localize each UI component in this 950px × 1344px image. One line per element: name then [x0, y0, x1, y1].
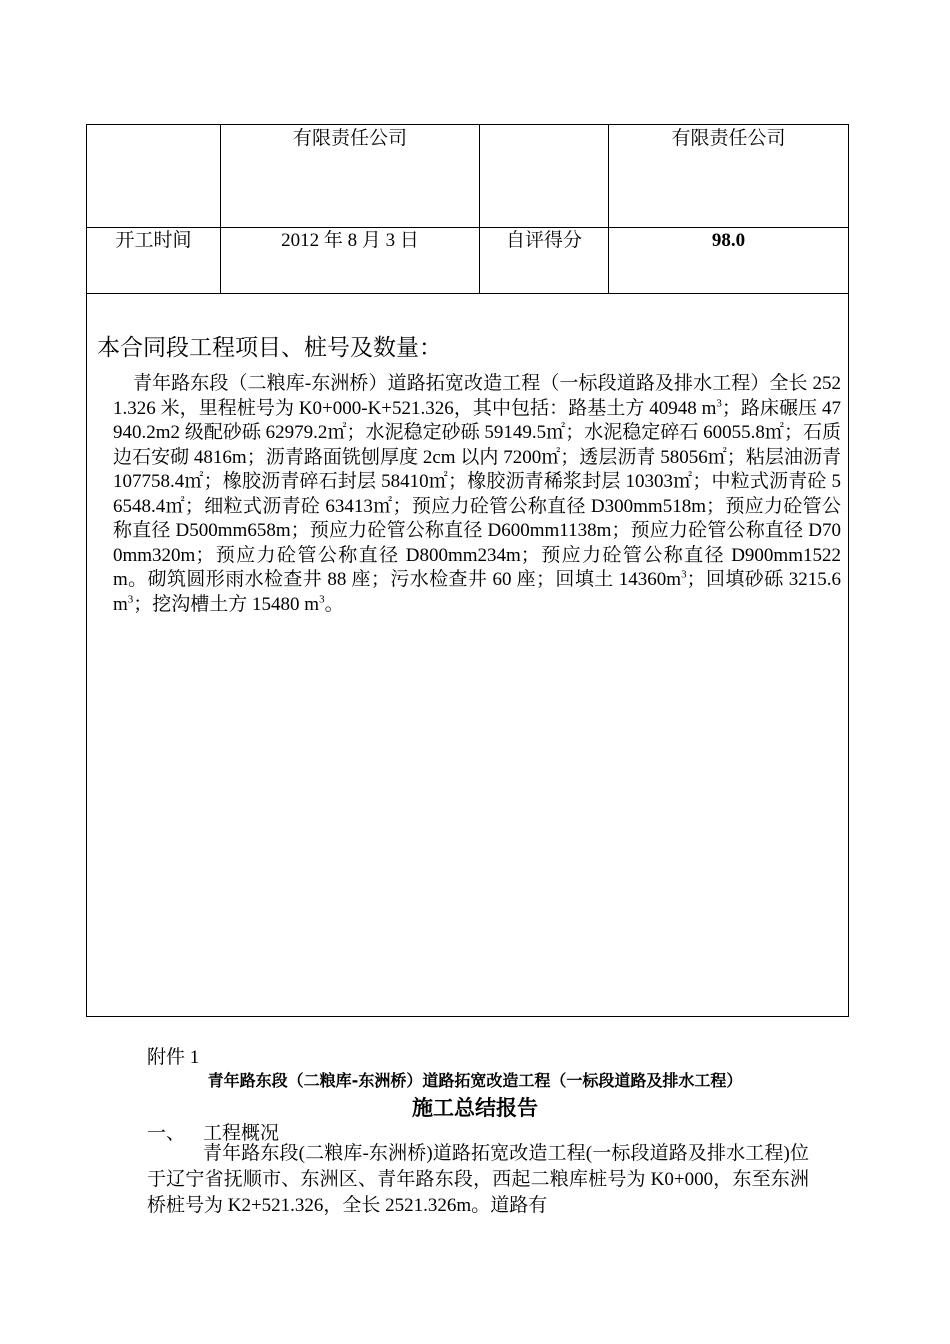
start-date-label: 开工时间	[115, 230, 192, 251]
table-divider-row1	[86, 227, 849, 228]
table-border-left	[86, 124, 87, 1017]
section-heading: 本合同段工程项目、桩号及数量：	[97, 335, 442, 360]
superscript-unit: 3	[716, 397, 722, 410]
overview-body: 青年路东段(二粮库-东洲桥)道路拓宽改造工程(一标段道路及排水工程)位于辽宁省抚顺市、东洲区、青年路东段，西起二粮库桩号为 K0+000，东至东洲桥桩号为 K2+521.326，全长 2521.326m。道路有	[147, 1143, 809, 1216]
self-score-label: 自评得分	[505, 230, 582, 251]
superscript-unit: 3	[681, 568, 687, 581]
appendix-label: 附件 1	[147, 1047, 200, 1068]
overview-number: 一、	[147, 1123, 186, 1144]
start-date-value: 2012 年 8 月 3 日	[281, 230, 419, 251]
superscript-unit: 3	[319, 593, 325, 606]
table-divider-row2	[86, 293, 849, 294]
table-col-divider-2	[479, 124, 480, 294]
superscript-unit: 3	[127, 593, 134, 606]
report-title: 施工总结报告	[412, 1096, 538, 1120]
report-project-title: 青年路东段（二粮库-东洲桥）道路拓宽改造工程（一标段道路及排水工程）	[207, 1071, 743, 1090]
table-border-bottom	[86, 1016, 849, 1017]
table-border-top	[86, 124, 849, 125]
self-score-value: 98.0	[711, 230, 746, 251]
table-border-right	[848, 124, 849, 1017]
supervision-unit-value: 有限责任公司	[671, 128, 786, 149]
project-description: 青年路东段（二粮库-东洲桥）道路拓宽改造工程（一标段道路及排水工程）全长 2521.326 米，里程桩号为 K0+000-K+521.326，其中包括：路基土方 40948 $m^3$；路床碾压 47940.2m2 级配砂砾 62979.2㎡；水泥稳定砂砾 59149.5㎡；水泥稳定碎石 60055.8㎡；石质边石安砌 4816m；沥青路面铣刨厚度 2cm 以内 7200㎡；透层沥青 58056㎡；粘层油沥青 107758.4㎡；橡胶沥青碎石封层 58410㎡；橡胶沥青稀浆封层 10303㎡；中粒式沥青砼 56548.4㎡；细粒式沥青砼 63413㎡；预应力砼管公称直径 D300mm518m；预应力砼管公称直径 D500mm658m；预应力砼管公称直径 D600mm1138m；预应力砼管公称直径 D700mm320m；预应力砼管公称直径 D800mm234m；预应力砼管公称直径 D900mm1522m。砌筑圆形雨水检查井 88 座；污水检查井 60 座；回填土 $14360m^3$；回填砂砾 3215.6 $m^3$；挖沟槽土方 15480 $m^3$。	[113, 373, 841, 615]
construction-unit-value: 有限责任公司	[292, 128, 407, 149]
overview-title: 工程概况	[203, 1123, 280, 1144]
